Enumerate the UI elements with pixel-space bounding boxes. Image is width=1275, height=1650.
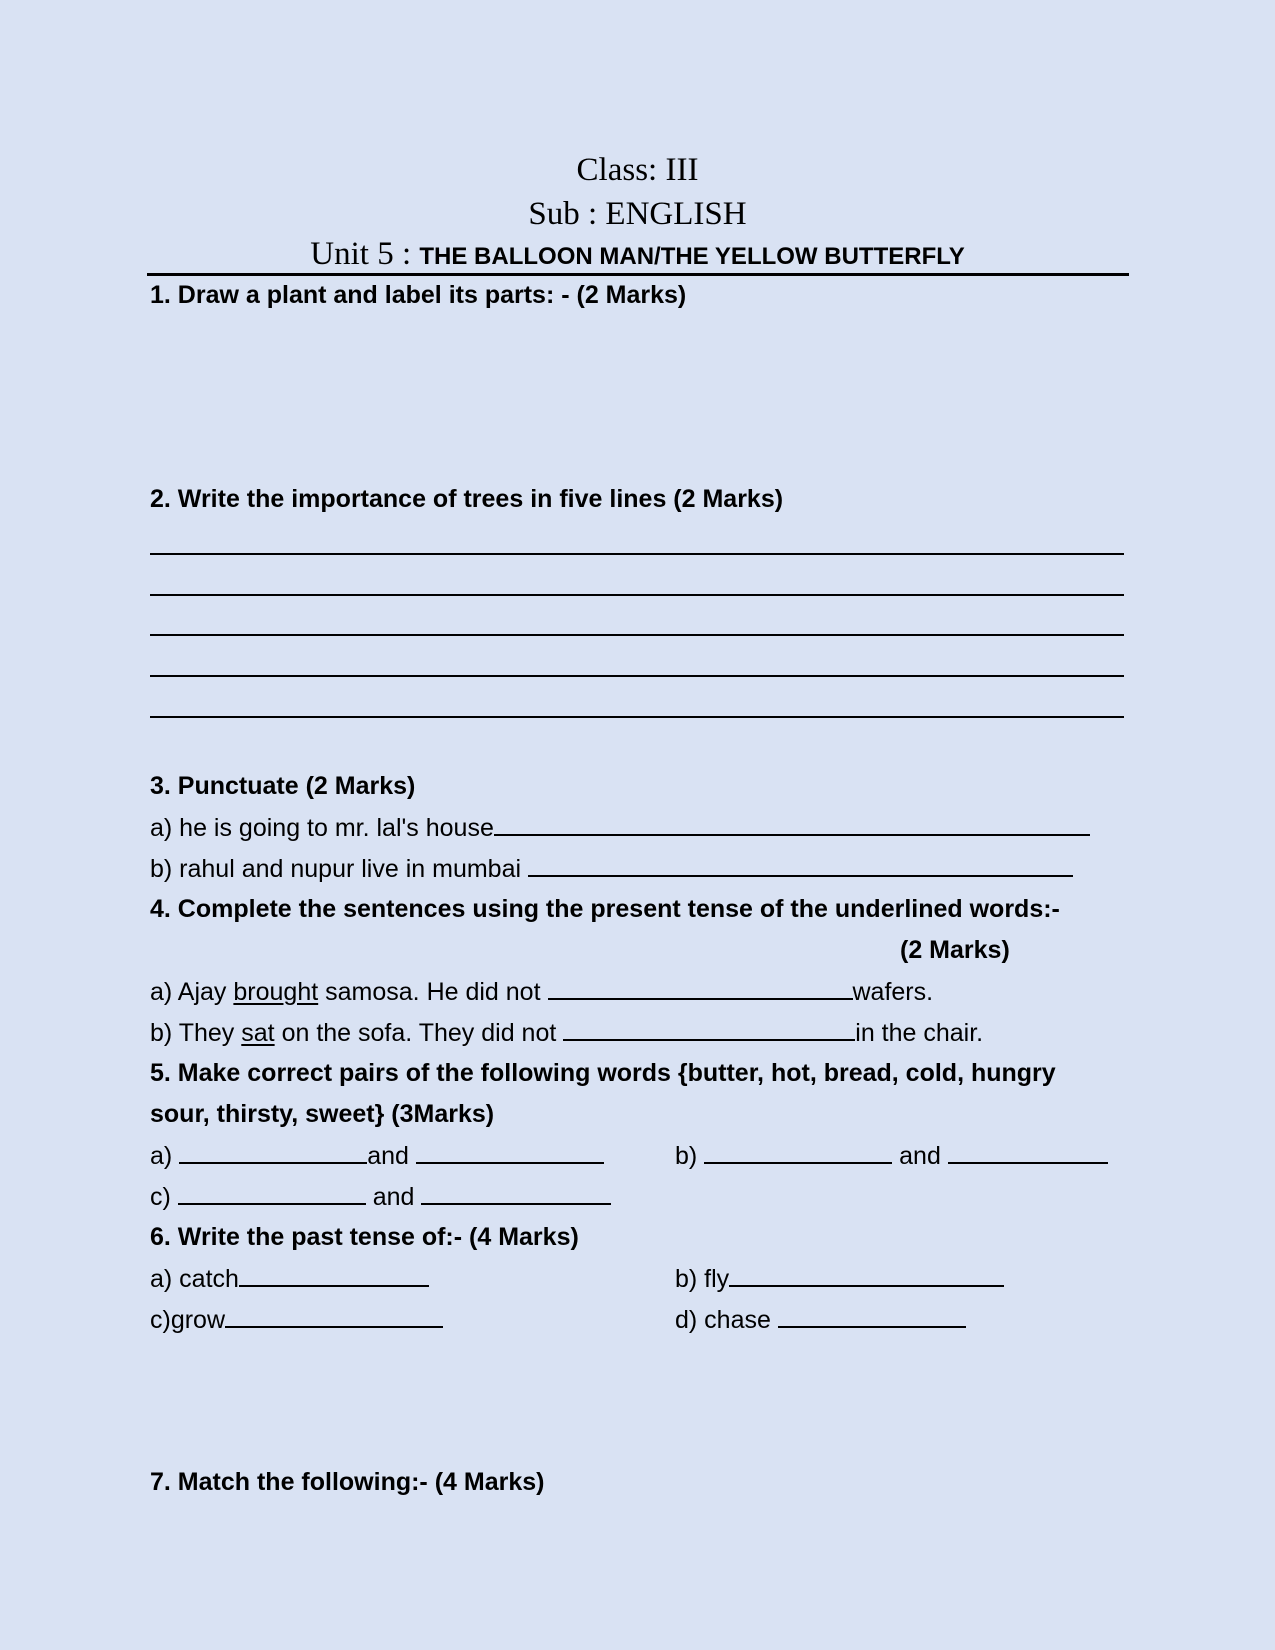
question-6b-text: b) fly [675, 1265, 730, 1293]
question-1: 1. Draw a plant and label its parts: - (2 Marks) [150, 281, 687, 309]
subject-heading: Sub : ENGLISH [528, 196, 747, 232]
answer-blank[interactable] [778, 1304, 966, 1328]
underlined-word: brought [233, 978, 319, 1006]
question-3b-text: b) rahul and nupur live in mumbai [150, 855, 522, 883]
answer-blank[interactable] [416, 1140, 604, 1164]
class-heading: Class: III [576, 152, 699, 188]
answer-blank[interactable] [548, 976, 853, 1000]
answer-blank[interactable] [178, 1181, 366, 1205]
question-6c-text: c)grow [150, 1306, 226, 1334]
question-4b-prefix: b) They [150, 1019, 235, 1047]
unit-title: THE BALLOON MAN/THE YELLOW BUTTERFLY [419, 243, 965, 270]
pair-a [150, 1140, 604, 1171]
pair-a-label: a) [150, 1142, 173, 1170]
question-5-line2: sour, thirsty, sweet} (3Marks) [150, 1100, 495, 1128]
and-word: and [367, 1142, 409, 1170]
question-4b-end: in the chair. [855, 1019, 984, 1047]
answer-blank[interactable] [729, 1263, 1004, 1287]
question-4a [150, 976, 933, 1007]
answer-blank[interactable] [179, 1140, 367, 1164]
writing-line[interactable] [150, 553, 1124, 555]
writing-line[interactable] [150, 716, 1124, 718]
answer-blank[interactable] [421, 1181, 611, 1205]
header-divider [147, 273, 1129, 276]
answer-blank[interactable] [563, 1017, 855, 1041]
question-3b [150, 853, 1073, 884]
pair-b-label: b) [675, 1142, 698, 1170]
underlined-word: sat [241, 1019, 275, 1047]
question-4a-prefix: a) Ajay [150, 978, 227, 1006]
answer-blank[interactable] [239, 1263, 429, 1287]
question-4a-middle: samosa. He did not [325, 978, 541, 1006]
answer-blank[interactable] [225, 1304, 443, 1328]
question-4: 4. Complete the sentences using the present tense of the underlined words:- [150, 895, 1060, 923]
answer-blank[interactable] [528, 853, 1073, 877]
question-6c [150, 1304, 443, 1335]
question-6d-text: d) chase [675, 1306, 771, 1334]
answer-blank[interactable] [704, 1140, 892, 1164]
answer-blank[interactable] [948, 1140, 1108, 1164]
pair-c-label: c) [150, 1183, 171, 1211]
question-4b-middle: on the sofa. They did not [281, 1019, 557, 1047]
pair-b [675, 1140, 1108, 1171]
question-6a-text: a) catch [150, 1265, 239, 1293]
question-6a [150, 1263, 429, 1294]
question-3a [150, 812, 1090, 843]
question-6d [675, 1304, 966, 1335]
question-5-line1: 5. Make correct pairs of the following words {butter, hot, bread, cold, hungry [150, 1059, 1056, 1087]
question-6: 6. Write the past tense of:- (4 Marks) [150, 1223, 579, 1251]
and-word: and [899, 1142, 941, 1170]
unit-heading [0, 236, 1275, 275]
question-6b [675, 1263, 1004, 1294]
question-3: 3. Punctuate (2 Marks) [150, 772, 416, 800]
question-7: 7. Match the following:- (4 Marks) [150, 1468, 545, 1496]
question-4b [150, 1017, 983, 1048]
and-word: and [372, 1183, 415, 1211]
writing-line[interactable] [150, 594, 1124, 596]
question-2: 2. Write the importance of trees in five lines (2 Marks) [150, 485, 784, 513]
writing-line[interactable] [150, 634, 1124, 636]
writing-line[interactable] [150, 675, 1124, 677]
answer-blank[interactable] [494, 812, 1090, 836]
pair-c [150, 1181, 611, 1212]
unit-prefix: Unit 5 : [310, 236, 412, 272]
question-4-marks: (2 Marks) [900, 936, 1010, 964]
question-4a-end: wafers. [852, 978, 934, 1006]
question-3a-text: a) he is going to mr. lal's house [150, 814, 494, 842]
